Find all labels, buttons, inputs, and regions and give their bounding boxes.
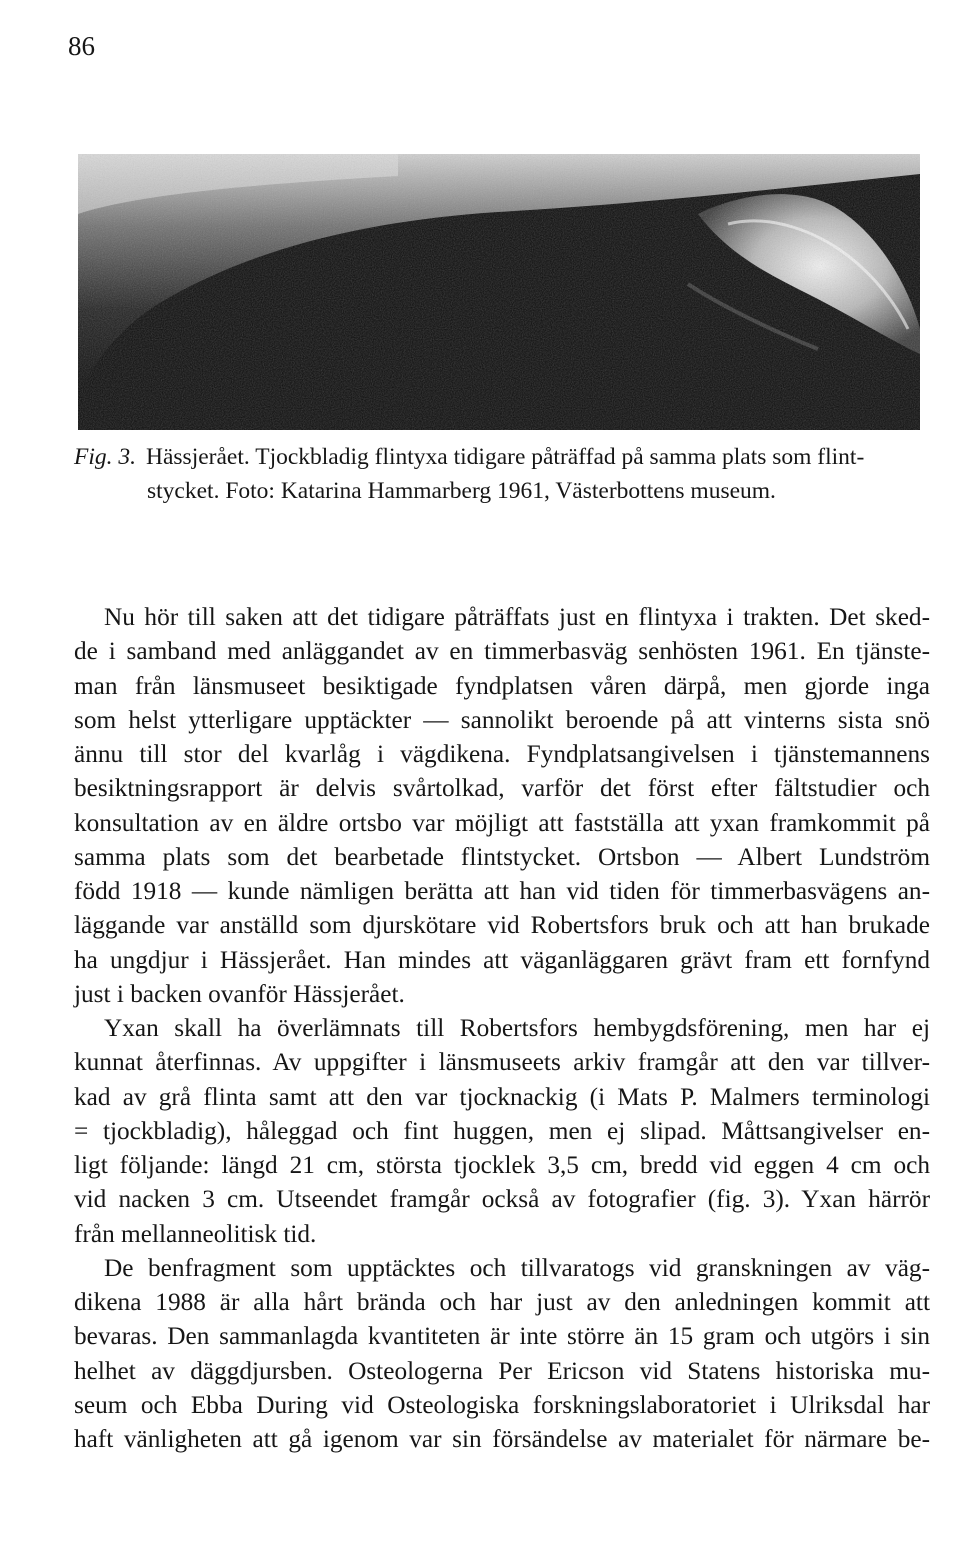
body-text	[74, 600, 930, 1456]
text-line: = tjockbladig), håleggad och fint huggen, men ej slipad. Måttsangivelser en-	[74, 1116, 930, 1145]
text-line: helhet av däggdjursben. Osteologerna Per Ericson vid Statens historiska mu-	[74, 1356, 930, 1385]
text-line: ligt följande: längd 21 cm, största tjocklek 3,5 cm, bredd vid eggen 4 cm och	[74, 1151, 930, 1179]
text-line: från mellanneolitisk tid.	[74, 1219, 317, 1248]
text-line: samma plats som det bearbetade flintstycket. Ortsbon — Albert Lundström	[74, 842, 930, 871]
text-line: kunnat återfinnas. Av uppgifter i länsmuseets arkiv framgår att den var tillver-	[74, 1048, 930, 1077]
text-line: ännu till stor del kvarlåg i vägdikena. Fyndplatsangivelsen i tjänstemannens	[74, 740, 930, 768]
text-line: bevaras. Den sammanlagda kvantiteten är inte större än 15 gram och utgörs i sin	[74, 1322, 930, 1351]
text-line: haft vänligheten att gå igenom var sin försändelse av materialet för närmare be-	[74, 1425, 930, 1453]
text-line: man från länsmuseet besiktigade fyndplatsen våren därpå, men gjorde inga	[74, 671, 930, 700]
figure-photo	[78, 154, 920, 430]
text-line: vid nacken 3 cm. Utseendet framgår också av fotografier (fig. 3). Yxan härrör	[74, 1185, 930, 1214]
text-line: född 1918 — kunde nämligen berätta att han vid tiden för timmerbasvägens an-	[74, 877, 930, 905]
text-line: Yxan skall ha överlämnats till Robertsfors hembygdsförening, men har ej	[104, 1014, 930, 1042]
caption-line-2: stycket. Foto: Katarina Hammarberg 1961, Västerbottens museum.	[147, 478, 776, 504]
flint-axe-photo	[78, 154, 920, 430]
text-line: seum och Ebba During vid Osteologiska forskningslaboratoriet i Ulriksdal har	[74, 1390, 930, 1419]
text-line: ha ungdjur i Hässjerået. Han mindes att väganläggaren grävt fram ett fornfynd	[74, 945, 930, 974]
text-line: de i samband med anläggandet av en timmerbasväg senhösten 1961. En tjänste-	[74, 637, 930, 666]
text-line: De benfragment som upptäcktes och tillvaratogs vid granskningen av väg-	[104, 1253, 930, 1282]
text-line: läggande var anställd som djurskötare vid Robertsfors bruk och att han brukade	[74, 911, 930, 940]
page-number: 86	[68, 31, 95, 61]
text-line: som helst ytterligare upptäckter — sannolikt beroende på att vinterns sista snö	[74, 705, 930, 734]
text-line: just i backen ovanför Hässjerået.	[74, 979, 405, 1008]
figure-label: Fig. 3.	[74, 444, 137, 470]
text-line: konsultation av en äldre ortsbo var möjligt att fastställa att yxan framkommit på	[74, 808, 930, 837]
text-line: Nu hör till saken att det tidigare påträffats just en flintyxa i trakten. Det sked-	[104, 603, 930, 631]
caption-line-1: Hässjerået. Tjockbladig flintyxa tidigare påträffad på samma plats som flint-	[146, 444, 865, 470]
text-line: besiktningsrapport är delvis svårtolkad, varför det först efter fältstudier och	[74, 774, 930, 803]
text-line: dikena 1988 är alla hårt brända och har just av den anledningen kommit att	[74, 1288, 930, 1316]
text-line: kad av grå flinta samt att den var tjocknackig (i Mats P. Malmers terminologi	[74, 1082, 930, 1111]
figure-caption	[74, 440, 930, 508]
